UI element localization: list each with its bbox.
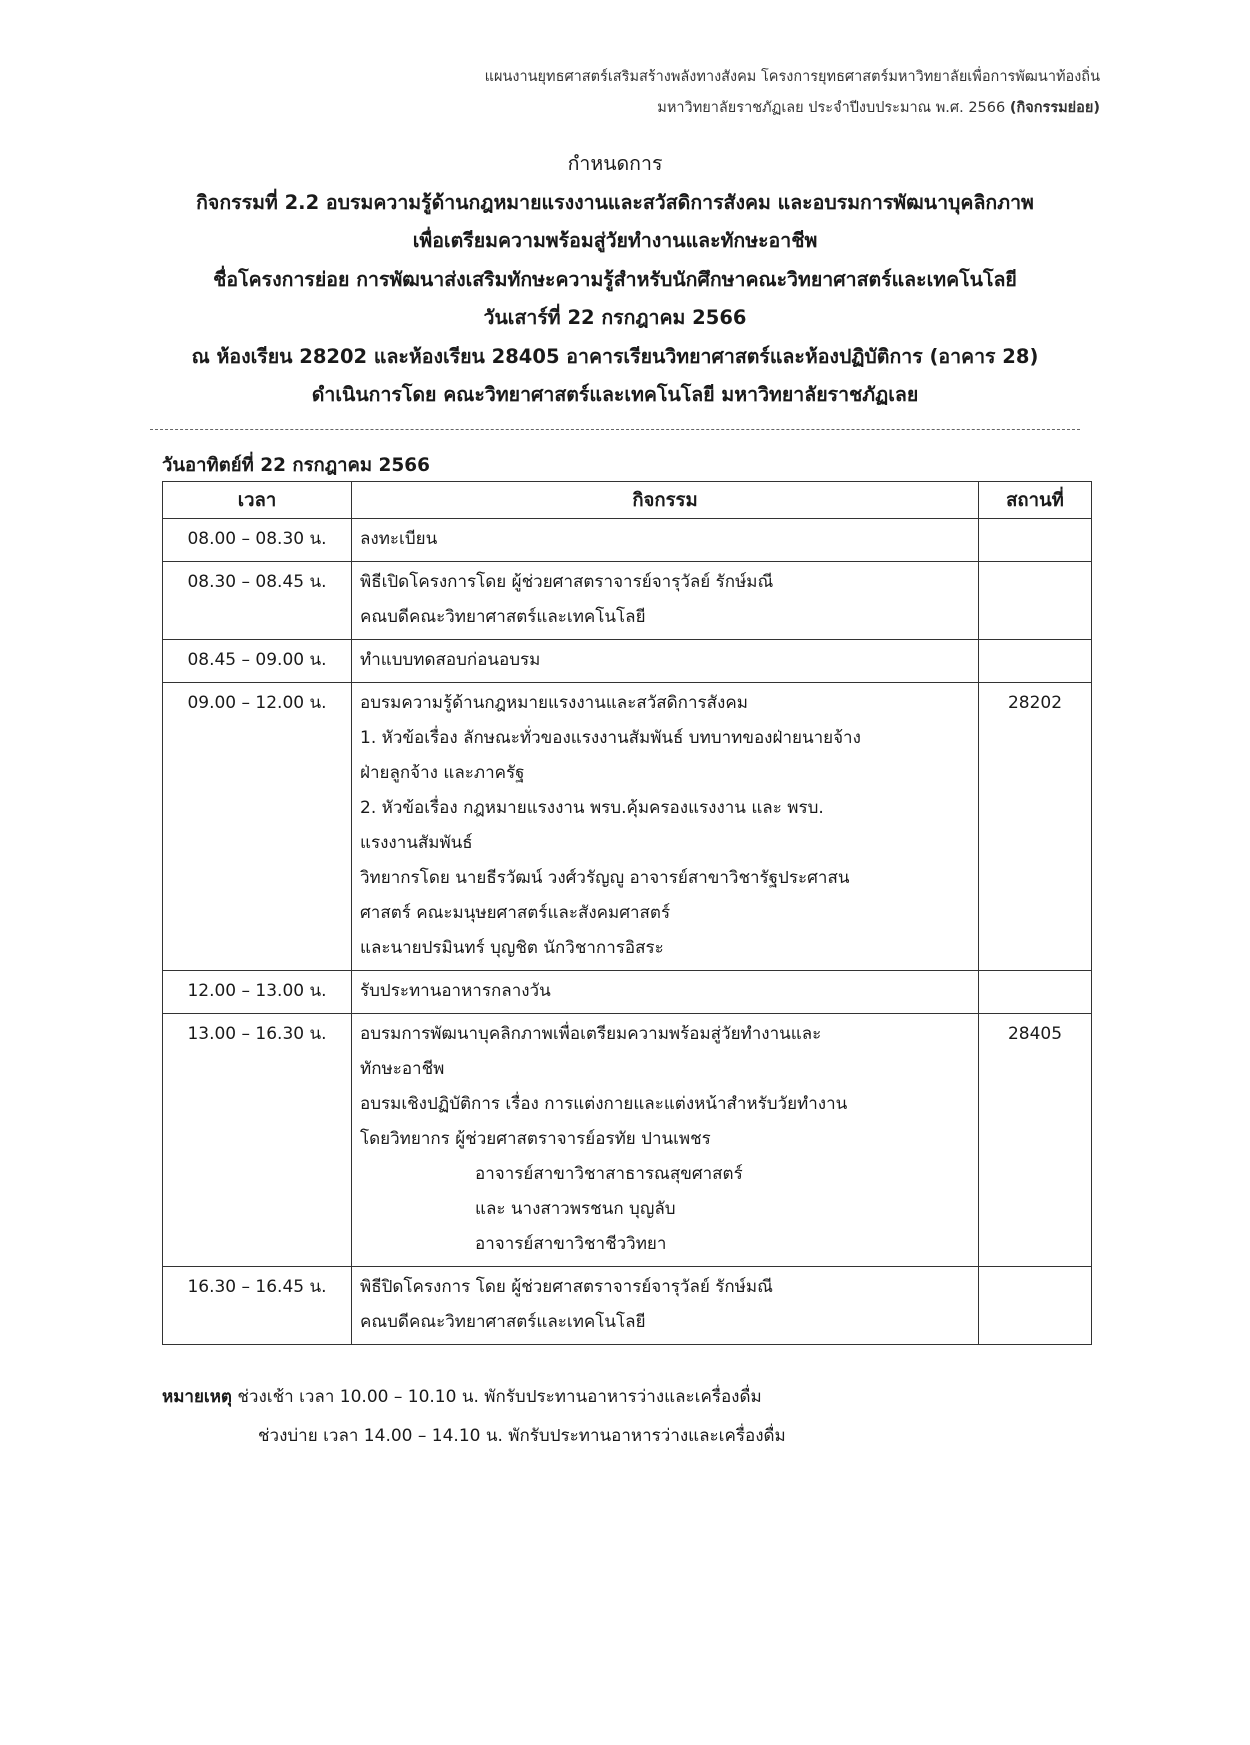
schedule-table [162, 481, 1092, 1345]
event-venue: ณ ห้องเรียน 28202 และห้องเรียน 28405 อาคารเรียนวิทยาศาสตร์และห้องปฏิบัติการ (อาคาร 28) [191, 344, 1039, 368]
header-note-line2 [485, 93, 1100, 124]
table-row [163, 562, 1092, 640]
activity-line-indented: และ นางสาวพรชนก บุญลับ [475, 1199, 676, 1219]
table-header-row [163, 482, 1092, 519]
activity-line: คณบดีคณะวิทยาศาสตร์และเทคโนโลยี [360, 1312, 646, 1332]
header-note-line2-text: มหาวิทยาลัยราชภัฏเลย ประจำปีงบประมาณ พ.ศ. 2566 [657, 100, 1006, 116]
activity-line: อบรมเชิงปฏิบัติการ เรื่อง การแต่งกายและแต่งหน้าสำหรับวัยทำงาน [360, 1094, 848, 1114]
row-time: 08.00 – 08.30 น. [163, 519, 352, 562]
activity-line: พิธีเปิดโครงการโดย ผู้ช่วยศาสตราจารย์จารุวัลย์ รักษ์มณี [360, 572, 774, 592]
row-place [979, 519, 1092, 562]
activity-line: แรงงานสัมพันธ์ [360, 833, 473, 853]
remarks-line2: ช่วงบ่าย เวลา 14.00 – 14.10 น. พักรับประทานอาหารว่างและเครื่องดื่ม [258, 1426, 786, 1446]
row-place [979, 971, 1092, 1014]
table-row [163, 683, 1092, 971]
activity-line: รับประทานอาหารกลางวัน [360, 981, 551, 1001]
row-place [979, 1267, 1092, 1345]
row-time: 08.45 – 09.00 น. [163, 640, 352, 683]
header-place: สถานที่ [979, 482, 1092, 519]
header-time: เวลา [163, 482, 352, 519]
day-heading: วันอาทิตย์ที่ 22 กรกฎาคม 2566 [162, 455, 431, 476]
activity-line-indented: อาจารย์สาขาวิชาสาธารณสุขศาสตร์ [475, 1164, 743, 1184]
header-activity: กิจกรรม [352, 482, 979, 519]
activity-line: ฝ่ายลูกจ้าง และภาครัฐ [360, 763, 525, 783]
activity-line: 2. หัวข้อเรื่อง กฎหมายแรงงาน พรบ.คุ้มครองแรงงาน และ พรบ. [360, 798, 824, 818]
row-place [979, 562, 1092, 640]
row-time: 09.00 – 12.00 น. [163, 683, 352, 971]
row-activity [352, 519, 979, 562]
activity-line: ทักษะอาชีพ [360, 1059, 445, 1079]
row-place: 28202 [979, 683, 1092, 971]
row-time: 16.30 – 16.45 น. [163, 1267, 352, 1345]
activity-line: ทำแบบทดสอบก่อนอบรม [360, 650, 541, 670]
header-note-line2-bold: (กิจกรรมย่อย) [1009, 100, 1100, 116]
activity-title-line2: เพื่อเตรียมความพร้อมสู่วัยทำงานและทักษะอาชีพ [412, 229, 818, 252]
table-row [163, 1267, 1092, 1345]
table-row [163, 1014, 1092, 1267]
activity-line: และนายปรมินทร์ บุญชิต นักวิชาการอิสระ [360, 938, 664, 958]
row-time: 13.00 – 16.30 น. [163, 1014, 352, 1267]
title-block [150, 145, 1080, 415]
table-row [163, 971, 1092, 1014]
row-activity [352, 562, 979, 640]
dashed-divider [150, 429, 1080, 430]
remarks-label: หมายเหตุ [162, 1387, 232, 1407]
row-activity [352, 971, 979, 1014]
row-activity [352, 640, 979, 683]
header-note [485, 62, 1100, 124]
activity-line: วิทยากรโดย นายธีรวัฒน์ วงศ์วรัญญู อาจารย์สาขาวิชารัฐประศาสน [360, 868, 850, 888]
remarks-line1: ช่วงเช้า เวลา 10.00 – 10.10 น. พักรับประทานอาหารว่างและเครื่องดื่ม [237, 1387, 762, 1407]
page-title: กำหนดการ [567, 152, 663, 175]
schedule-body [163, 519, 1092, 1345]
row-activity [352, 1267, 979, 1345]
event-organizer: ดำเนินการโดย คณะวิทยาศาสตร์และเทคโนโลยี มหาวิทยาลัยราชภัฏเลย [311, 383, 919, 406]
activity-line-indented: อาจารย์สาขาวิชาชีววิทยา [475, 1234, 667, 1254]
activity-line: พิธีปิดโครงการ โดย ผู้ช่วยศาสตราจารย์จารุวัลย์ รักษ์มณี [360, 1277, 773, 1297]
row-activity [352, 683, 979, 971]
row-activity [352, 1014, 979, 1267]
subproject-name: ชื่อโครงการย่อย การพัฒนาส่งเสริมทักษะความรู้สำหรับนักศึกษาคณะวิทยาศาสตร์และเทคโนโลยี [213, 267, 1017, 291]
activity-title-line1: กิจกรรมที่ 2.2 อบรมความรู้ด้านกฎหมายแรงงานและสวัสดิการสังคม และอบรมการพัฒนาบุคลิกภาพ [196, 190, 1034, 214]
activity-line: โดยวิทยากร ผู้ช่วยศาสตราจารย์อรทัย ปานเพชร [360, 1129, 711, 1149]
row-time: 08.30 – 08.45 น. [163, 562, 352, 640]
event-date: วันเสาร์ที่ 22 กรกฎาคม 2566 [483, 306, 747, 329]
remarks [162, 1378, 786, 1456]
table-row [163, 519, 1092, 562]
activity-line: อบรมการพัฒนาบุคลิกภาพเพื่อเตรียมความพร้อมสู่วัยทำงานและ [360, 1024, 822, 1044]
row-place: 28405 [979, 1014, 1092, 1267]
activity-line: 1. หัวข้อเรื่อง ลักษณะทั่วของแรงงานสัมพันธ์ บทบาทของฝ่ายนายจ้าง [360, 728, 861, 748]
activity-line: คณบดีคณะวิทยาศาสตร์และเทคโนโลยี [360, 607, 646, 627]
table-row [163, 640, 1092, 683]
activity-line: อบรมความรู้ด้านกฎหมายแรงงานและสวัสดิการสังคม [360, 693, 748, 713]
row-time: 12.00 – 13.00 น. [163, 971, 352, 1014]
header-note-line1: แผนงานยุทธศาสตร์เสริมสร้างพลังทางสังคม โครงการยุทธศาสตร์มหาวิทยาลัยเพื่อการพัฒนาท้องถิ่น [484, 69, 1100, 85]
activity-line: ศาสตร์ คณะมนุษยศาสตร์และสังคมศาสตร์ [360, 903, 671, 923]
activity-line: ลงทะเบียน [360, 529, 438, 549]
row-place [979, 640, 1092, 683]
